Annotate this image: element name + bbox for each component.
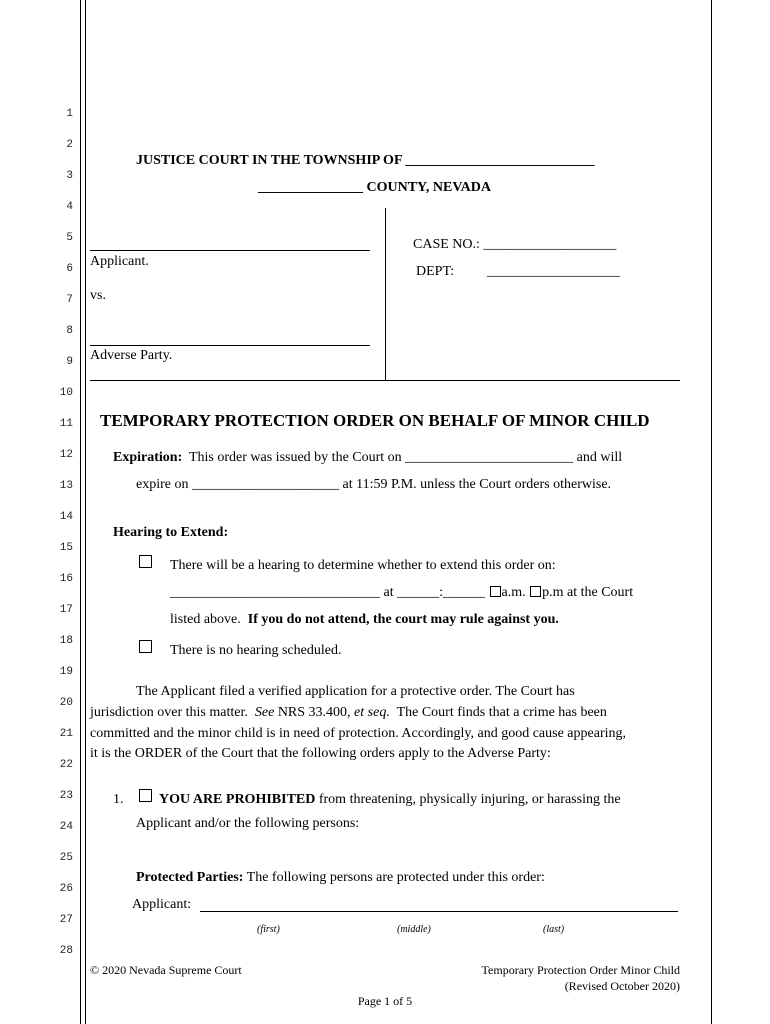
no-hearing-checkbox[interactable] <box>139 640 152 653</box>
vs-label: vs. <box>90 288 106 303</box>
expiration-line-1 <box>113 450 622 466</box>
adverse-party-label: Adverse Party. <box>90 348 173 363</box>
hearing-option-2: There is no hearing scheduled. <box>170 643 342 658</box>
findings-jurisdiction: jurisdiction over this matter. <box>90 705 248 720</box>
findings-nrs: NRS 33.400, <box>277 705 351 720</box>
applicant-label: Applicant. <box>90 254 149 269</box>
line-number: 16 <box>59 573 73 585</box>
applicant-signature-line <box>90 250 370 251</box>
order-1-checkbox[interactable] <box>139 789 152 802</box>
hearing-option-1: There will be a hearing to determine whether to extend this order on: <box>170 558 556 573</box>
footer-page-number: Page 1 of 5 <box>357 994 413 1008</box>
protected-parties-line <box>136 870 545 886</box>
line-number: 21 <box>59 728 73 740</box>
am-label: a.m. <box>501 585 530 600</box>
hearing-warning-line <box>170 612 559 628</box>
hearing-date-time-line <box>170 585 633 601</box>
expiration-line-2: expire on _____________________ at 11:59 P.M. unless the Court orders otherwise. <box>136 477 612 492</box>
line-number: 1 <box>66 108 73 120</box>
applicant-name-line[interactable] <box>200 911 678 912</box>
line-number: 25 <box>59 852 73 864</box>
line-number: 8 <box>66 325 73 337</box>
left-margin-line <box>80 0 81 1024</box>
line-number: 28 <box>59 945 73 957</box>
middle-name-caption: (middle) <box>397 924 431 935</box>
adverse-party-line <box>90 345 370 346</box>
line-number: 11 <box>59 418 73 430</box>
findings-et-seq: et seq. <box>354 705 390 720</box>
footer-revised: (Revised October 2020) <box>564 979 680 993</box>
order-1-number: 1. <box>113 792 124 807</box>
line-number: 22 <box>59 759 73 771</box>
line-number: 20 <box>59 697 73 709</box>
last-name-caption: (last) <box>543 924 565 935</box>
expiration-label: Expiration: <box>113 450 183 465</box>
line-number: 12 <box>59 449 73 461</box>
dept-field: ___________________ <box>487 264 620 279</box>
protected-parties-label: Protected Parties: <box>136 870 244 885</box>
order-1-text: from threatening, physically injuring, or harassing the <box>318 792 621 807</box>
hearing-scheduled-checkbox[interactable] <box>139 555 152 568</box>
line-number: 18 <box>59 635 73 647</box>
footer-copyright: © 2020 Nevada Supreme Court <box>90 963 242 977</box>
line-number: 7 <box>66 294 73 306</box>
first-name-caption: (first) <box>257 924 280 935</box>
court-township-line: JUSTICE COURT IN THE TOWNSHIP OF ___________________________ <box>136 153 595 168</box>
document-title: TEMPORARY PROTECTION ORDER ON BEHALF OF MINOR CHILD <box>100 411 650 430</box>
line-number: 17 <box>59 604 73 616</box>
line-number: 23 <box>59 790 73 802</box>
order-1-prohibited: YOU ARE PROHIBITED <box>159 792 316 807</box>
am-checkbox[interactable] <box>490 586 501 597</box>
findings-see: See <box>254 705 275 720</box>
caption-bottom-rule <box>90 380 680 381</box>
line-number: 24 <box>59 821 73 833</box>
line-number: 10 <box>59 387 73 399</box>
findings-line-4: it is the ORDER of the Court that the following orders apply to the Adverse Party: <box>90 746 551 761</box>
caption-divider <box>385 208 386 381</box>
expiration-text-1: This order was issued by the Court on ________________________ and will <box>188 450 623 465</box>
line-number: 6 <box>66 263 73 275</box>
line-number: 9 <box>66 356 73 368</box>
court-county-line: _______________ COUNTY, NEVADA <box>258 180 491 195</box>
case-number-field: CASE NO.: ___________________ <box>413 237 617 252</box>
line-number: 14 <box>59 511 73 523</box>
line-number: 13 <box>59 480 73 492</box>
line-number: 15 <box>59 542 73 554</box>
pm-label: p.m at the Court <box>542 585 634 600</box>
hearing-heading: Hearing to Extend: <box>113 525 229 540</box>
footer-form-name: Temporary Protection Order Minor Child <box>481 963 680 977</box>
line-number: 27 <box>59 914 73 926</box>
line-number: 5 <box>66 232 73 244</box>
findings-line-2 <box>90 705 607 721</box>
dept-label: DEPT: <box>416 264 455 279</box>
applicant-name-label: Applicant: <box>132 897 192 912</box>
right-margin-line <box>711 0 712 1024</box>
hearing-warning: If you do not attend, the court may rule against you. <box>247 612 559 627</box>
order-1-line-1 <box>159 792 621 808</box>
findings-line-1: The Applicant filed a verified application for a protective order. The Court has <box>136 684 575 699</box>
line-number: 26 <box>59 883 73 895</box>
pm-checkbox[interactable] <box>530 586 541 597</box>
findings-line-3: committed and the minor child is in need of protection. Accordingly, and good cause appearing, <box>90 726 626 741</box>
findings-crime: The Court finds that a crime has been <box>396 705 607 720</box>
line-number: 4 <box>66 201 73 213</box>
hearing-date-blank: ______________________________ at ______:______ <box>170 585 489 600</box>
line-number: 3 <box>66 170 73 182</box>
protected-parties-text: The following persons are protected under this order: <box>246 870 545 885</box>
line-number: 2 <box>66 139 73 151</box>
hearing-listed-above: listed above. <box>170 612 241 627</box>
line-number: 19 <box>59 666 73 678</box>
left-margin-line-inner <box>85 0 86 1024</box>
order-1-line-2: Applicant and/or the following persons: <box>136 816 360 831</box>
